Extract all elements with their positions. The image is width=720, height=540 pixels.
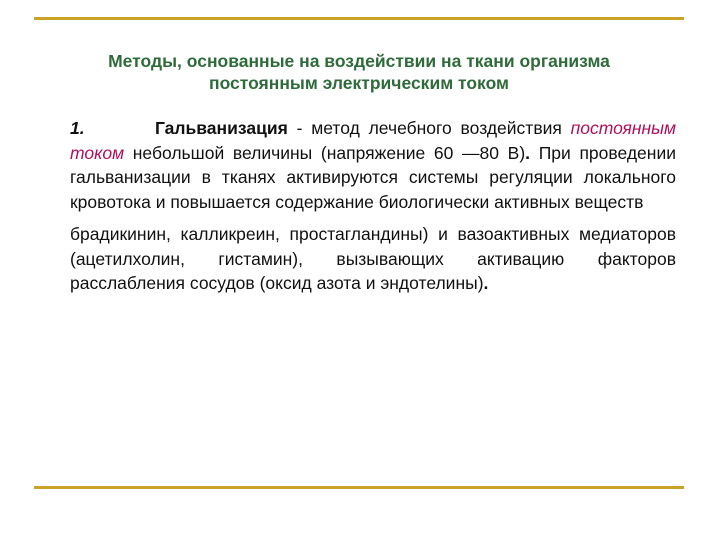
highlighted-phrase: постоянным током bbox=[70, 118, 676, 163]
term-galvanization: Гальванизация bbox=[154, 118, 288, 138]
bottom-divider bbox=[34, 486, 684, 489]
slide-title-line-1: Методы, основанные на воздействии на ткани организма bbox=[108, 51, 610, 71]
term-dash: - bbox=[287, 118, 312, 138]
paragraph-1 bbox=[70, 116, 676, 214]
paragraph-1-rest: При проведении гальванизации в тканях активируются системы регуляции локального кровотока и повышается содержание биологически активных веществ bbox=[70, 142, 677, 212]
paragraph-2 bbox=[70, 222, 676, 296]
slide-title bbox=[34, 50, 684, 94]
item-number: 1. bbox=[70, 118, 85, 138]
slide-title-line-2: постоянным электрическим током bbox=[209, 73, 509, 93]
definition-text: метод лечебного воздействия bbox=[311, 118, 571, 138]
definition-text-continued: небольшой величины (напряжение 60 —80 В) bbox=[124, 142, 526, 163]
paragraph-2-text: брадикинин, калликреин, простагландины) и вазоактивных медиаторов (ацетилхолин, гистамин), вызывающих активацию факторов расслабления сосудов (оксид азота и эндотелины) bbox=[70, 224, 676, 293]
top-divider bbox=[34, 17, 684, 20]
paragraph-2-period: . bbox=[483, 273, 489, 293]
sentence-period: . bbox=[525, 142, 531, 163]
slide-body bbox=[70, 116, 676, 296]
